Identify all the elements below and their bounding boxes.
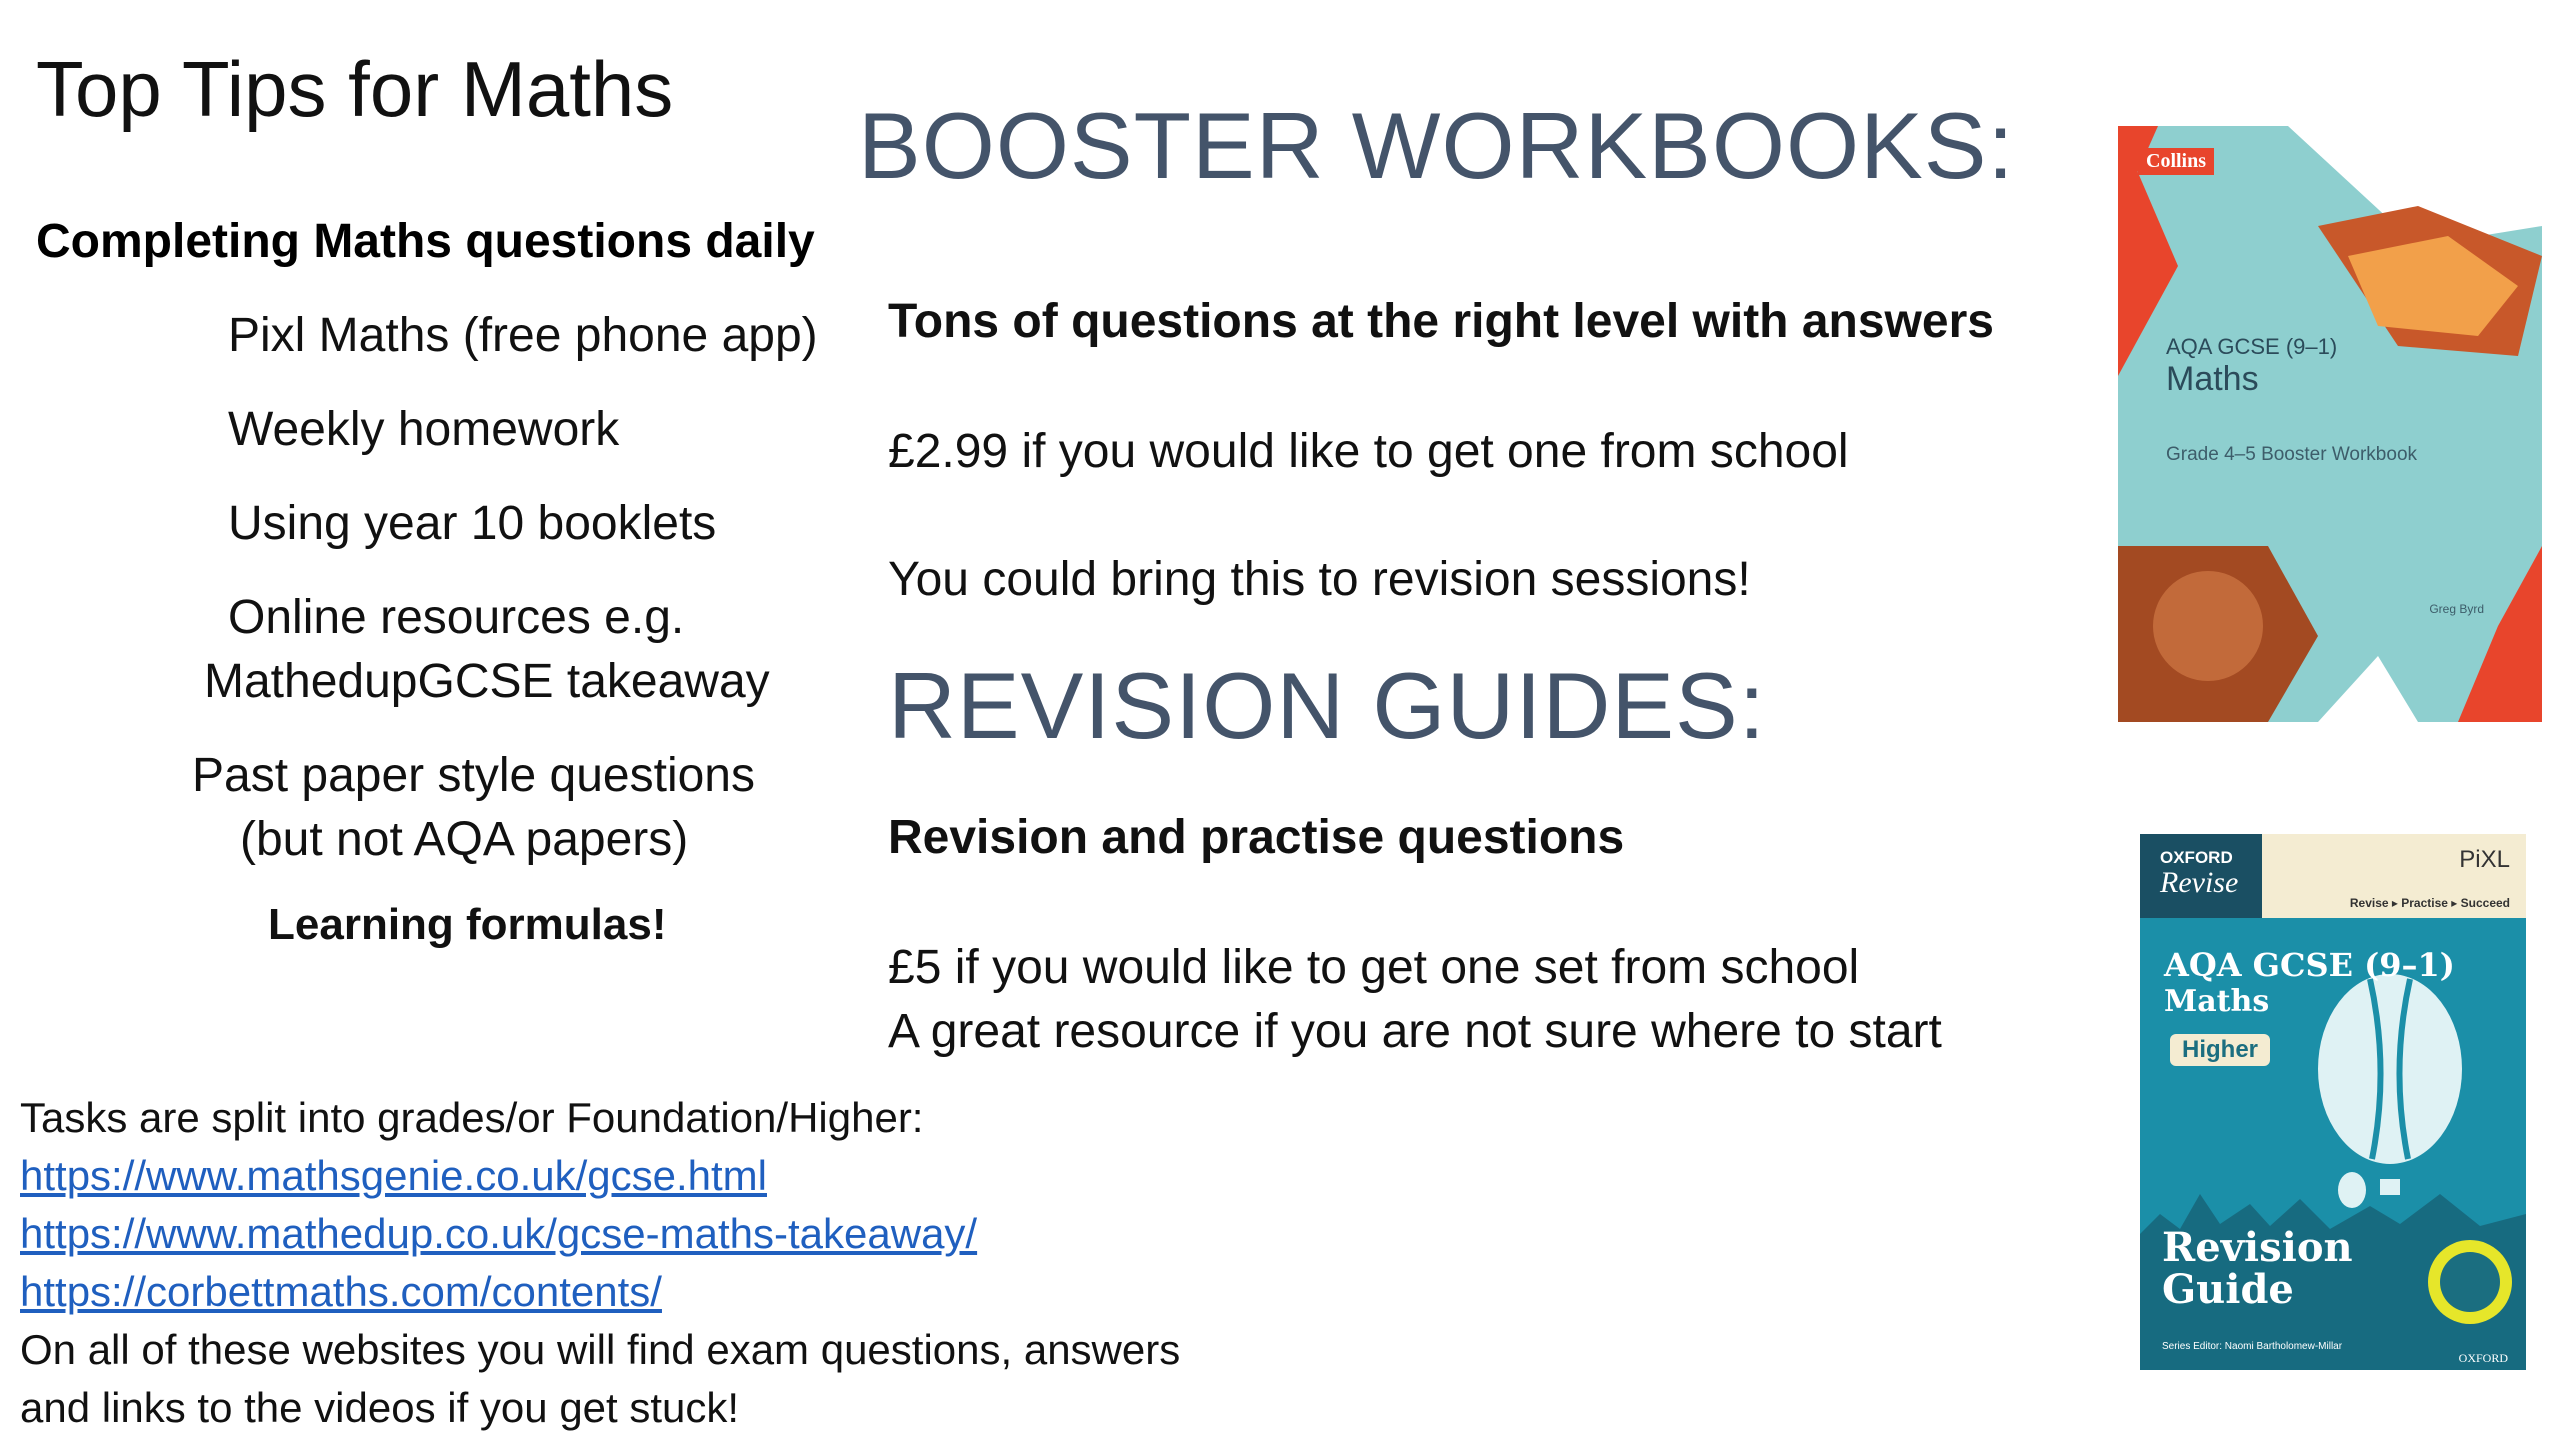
book1-author: Greg Byrd	[2429, 602, 2484, 616]
book2-title-line-1: AQA GCSE (9–1)	[2164, 946, 2455, 984]
tasks-intro: Tasks are split into grades/or Foundation/Higher:	[20, 1094, 924, 1141]
tip-learning-formulas: Learning formulas!	[268, 900, 667, 949]
page-title: Top Tips for Maths	[36, 45, 674, 133]
booster-line-1: Tons of questions at the right level with answers	[888, 295, 1994, 348]
revision-line-1: Revision and practise questions	[888, 811, 1625, 864]
oxford-logo-text: OXFORD	[2160, 848, 2233, 867]
book1-subtitle: AQA GCSE (9–1)	[2166, 334, 2338, 359]
oxford-revision-guide-cover	[2140, 834, 2526, 1370]
collins-booster-workbook-cover	[2118, 126, 2542, 722]
book2-title-line-2: Maths	[2164, 984, 2270, 1019]
book2-tagline: Revise ▸ Practise ▸ Succeed	[2349, 896, 2510, 910]
tip-mathedup-takeaway: MathedupGCSE takeaway	[204, 655, 770, 708]
link-mathedup[interactable]: https://www.mathedup.co.uk/gcse-maths-takeaway/	[20, 1210, 978, 1257]
link-corbettmaths[interactable]: https://corbettmaths.com/contents/	[20, 1268, 662, 1315]
left-heading: Completing Maths questions daily	[36, 215, 815, 268]
revision-line-3: A great resource if you are not sure where to start	[888, 1005, 1942, 1058]
revision-heading: REVISION GUIDES:	[888, 653, 1766, 758]
tip-past-paper: Past paper style questions	[192, 749, 755, 802]
pixl-logo: PiXL	[2459, 846, 2510, 873]
tip-year10-booklets: Using year 10 booklets	[228, 497, 717, 550]
revision-line-2: £5 if you would like to get one set from school	[888, 941, 1860, 994]
book2-editor: Series Editor: Naomi Bartholomew-Millar	[2162, 1341, 2343, 1352]
tip-not-aqa: (but not AQA papers)	[240, 813, 689, 866]
websites-note-1: On all of these websites you will find exam questions, answers	[20, 1326, 1181, 1373]
booster-line-2: £2.99 if you would like to get one from school	[888, 425, 1849, 478]
book1-grade: Grade 4–5 Booster Workbook	[2166, 444, 2418, 465]
websites-note-2: and links to the videos if you get stuck!	[20, 1384, 740, 1431]
booster-heading: BOOSTER WORKBOOKS:	[858, 93, 2015, 198]
collins-logo: Collins	[2138, 148, 2214, 175]
booster-line-3: You could bring this to revision sessions!	[888, 553, 1751, 606]
book2-level-badge: Higher	[2170, 1034, 2270, 1066]
link-mathsgenie[interactable]: https://www.mathsgenie.co.uk/gcse.html	[20, 1152, 767, 1199]
cover-art	[2118, 126, 2542, 722]
book1-title: Maths	[2166, 360, 2259, 398]
book2-guide-line-2: Guide	[2162, 1266, 2294, 1313]
book2-guide-line-1: Revision	[2162, 1224, 2353, 1271]
tip-pixl-maths: Pixl Maths (free phone app)	[228, 309, 818, 362]
book2-footer-logo: OXFORD	[2458, 1351, 2508, 1365]
tip-weekly-homework: Weekly homework	[228, 403, 620, 456]
tip-online-resources: Online resources e.g.	[228, 591, 685, 644]
revise-logo-text: Revise	[2160, 866, 2239, 899]
